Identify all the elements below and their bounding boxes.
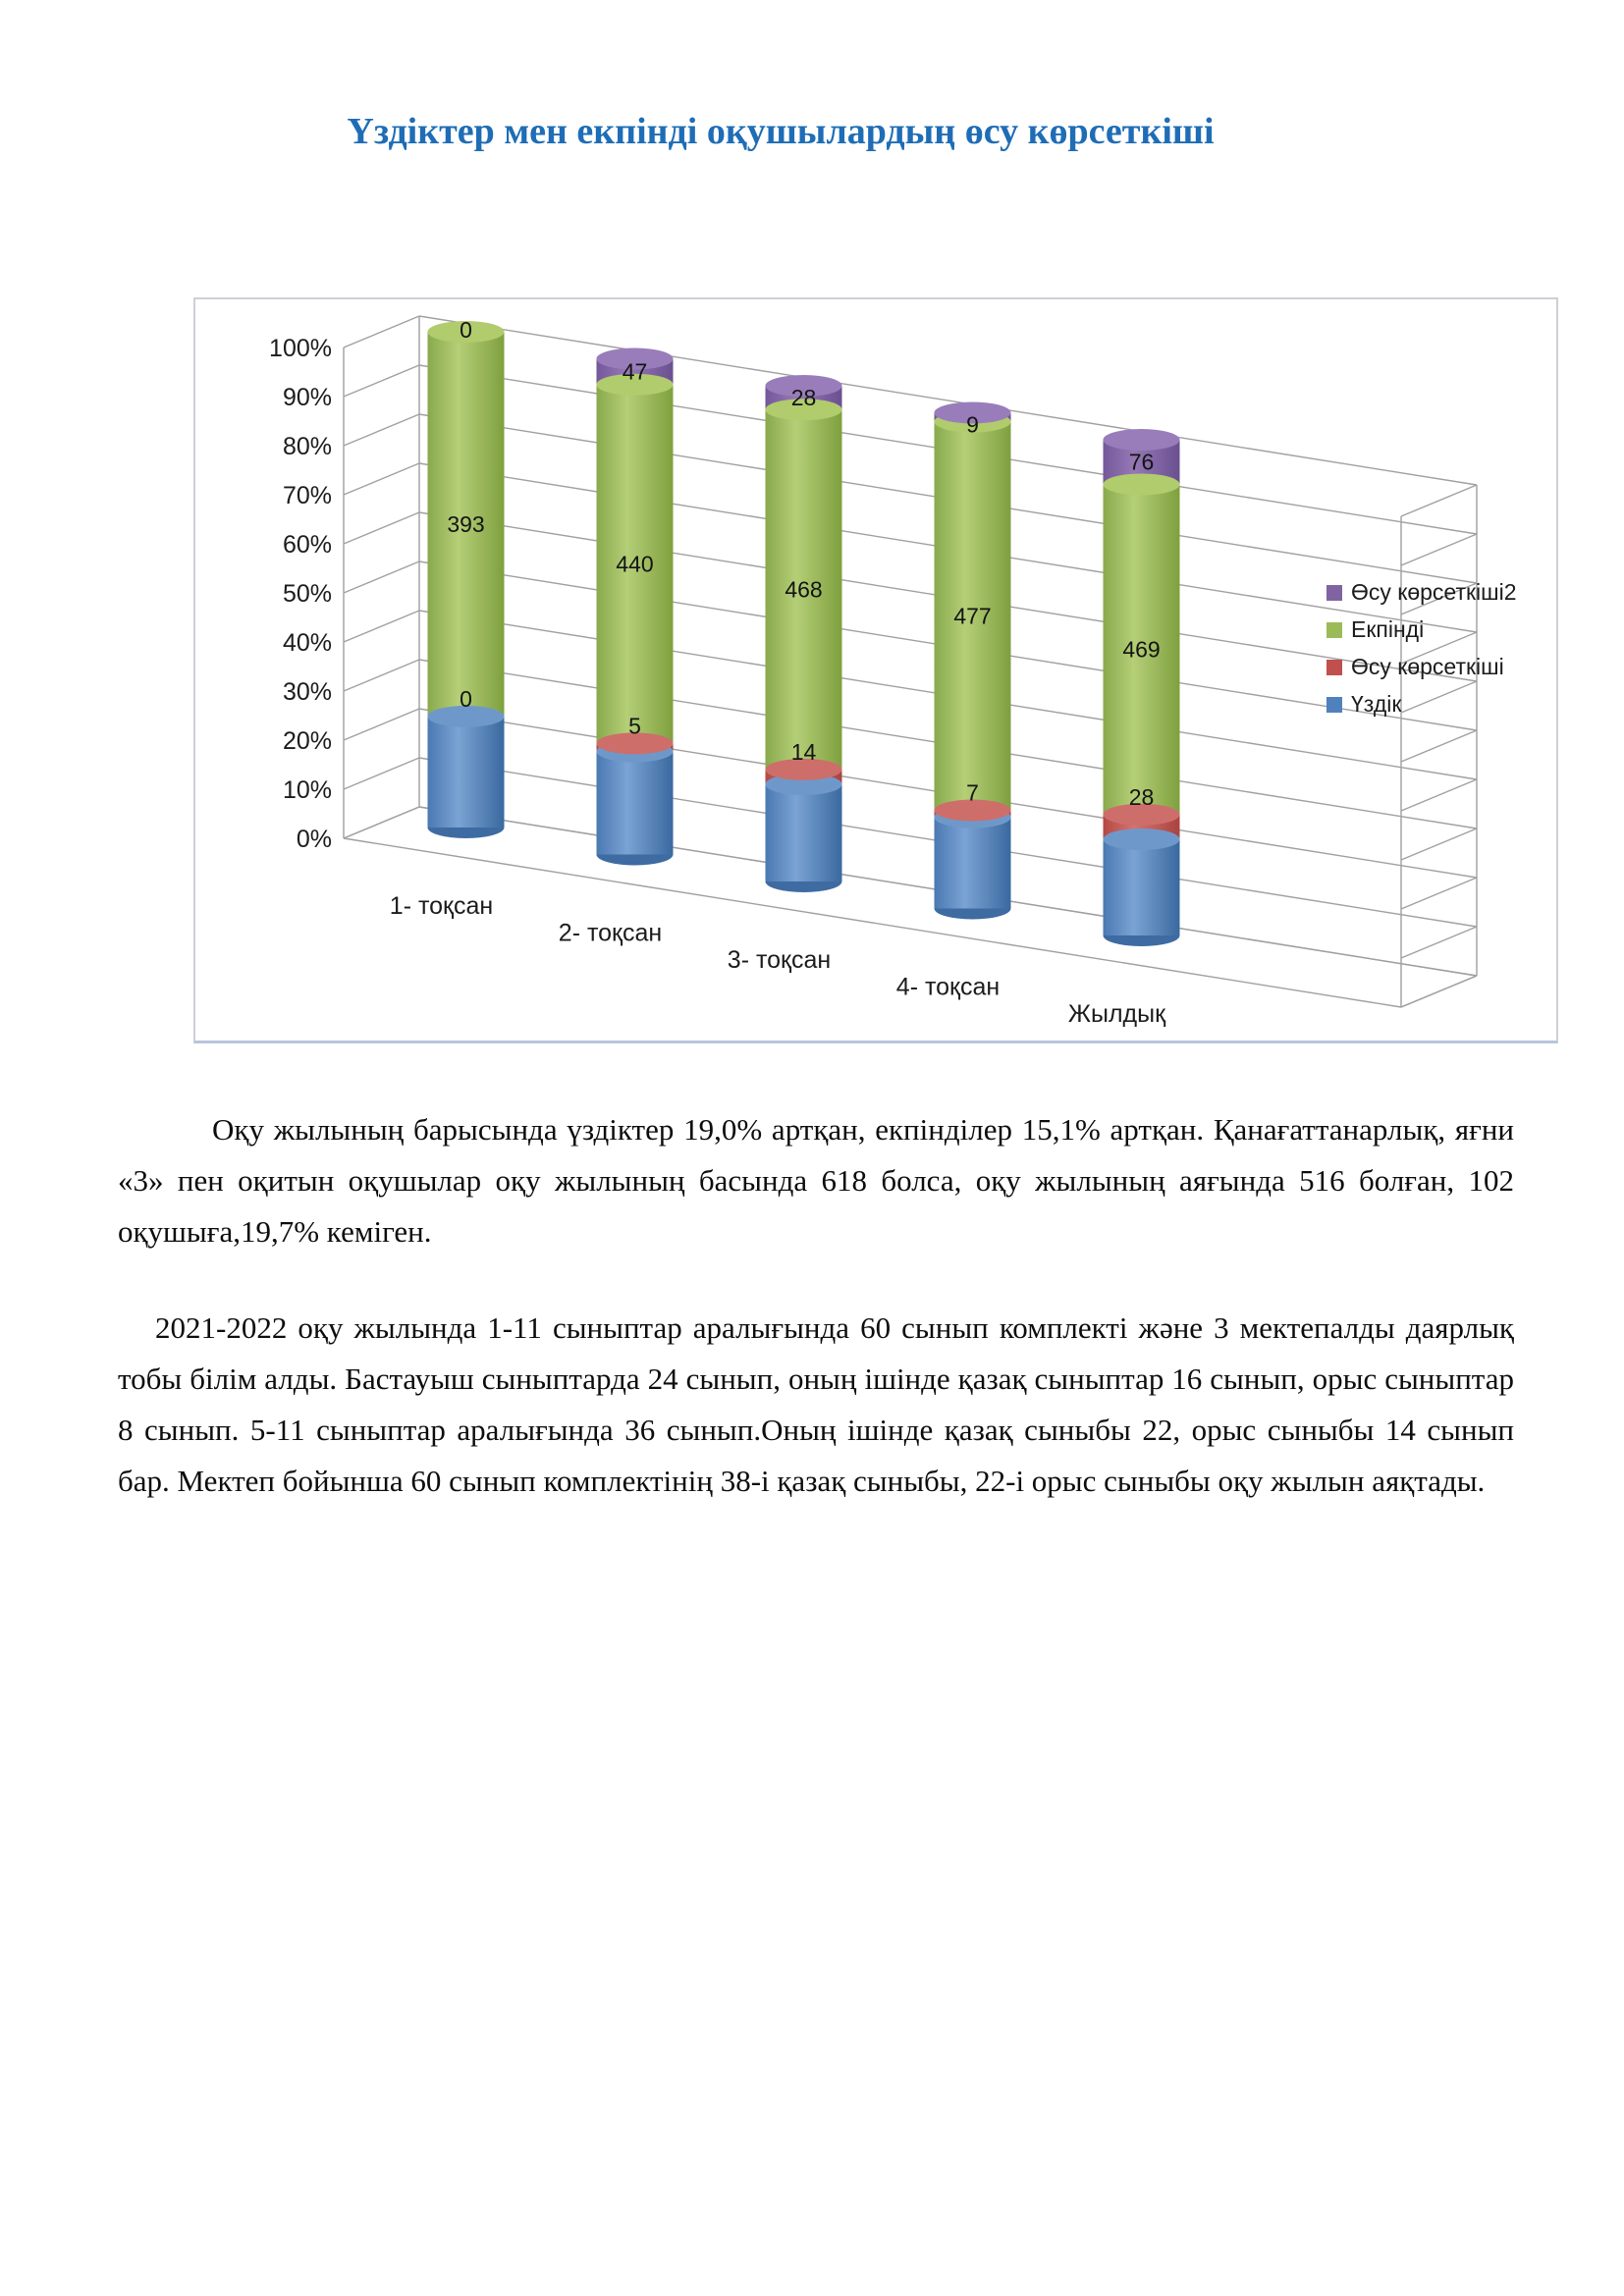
legend-item bbox=[1326, 616, 1517, 643]
category-label: 1- тоқсан bbox=[389, 892, 494, 920]
body-text bbox=[118, 1104, 1514, 1507]
gridline-rightwall bbox=[1401, 828, 1477, 860]
gridline-leftwall bbox=[344, 611, 419, 642]
paragraph-results: Оқу жылының барысында үздіктер 19,0% артқан, екпінділер 15,1% артқан. Қанағаттанарлық, яғни «3» пен оқитын оқушылар оқу жылының басында 618 болса, оқу жылының аяғында 516 болған, 102 оқушыға,19,7% кеміген. bbox=[118, 1112, 1514, 1249]
gridline-leftwall bbox=[344, 463, 419, 495]
data-label: 9 bbox=[966, 411, 979, 438]
y-tick-label: 80% bbox=[282, 433, 332, 460]
y-tick-label: 30% bbox=[282, 678, 332, 706]
chart-axis-labels bbox=[269, 335, 1166, 1028]
data-label: 468 bbox=[785, 576, 823, 603]
cylinder-seam bbox=[1104, 828, 1180, 850]
legend-swatch-icon bbox=[1326, 660, 1342, 675]
gridline-leftwall bbox=[344, 758, 419, 789]
y-tick-label: 50% bbox=[282, 580, 332, 608]
gridline-leftwall bbox=[344, 414, 419, 446]
legend-item bbox=[1326, 691, 1517, 718]
legend-item bbox=[1326, 579, 1517, 606]
legend-label: Үздік bbox=[1351, 691, 1402, 717]
data-label: 28 bbox=[1128, 783, 1155, 810]
gridline-leftwall bbox=[344, 365, 419, 397]
data-label: 28 bbox=[790, 385, 817, 411]
chart-legend bbox=[1326, 579, 1517, 718]
page-title: Үздіктер мен екпінді оқушылардың өсу көрсеткіші bbox=[347, 111, 1215, 152]
bar-segment bbox=[597, 751, 674, 854]
legend-swatch-icon bbox=[1326, 585, 1342, 601]
data-label: 0 bbox=[460, 317, 472, 343]
data-label: 469 bbox=[1122, 636, 1161, 663]
category-label: 3- тоқсан bbox=[727, 946, 832, 974]
legend-swatch-icon bbox=[1326, 697, 1342, 713]
data-label: 7 bbox=[966, 779, 979, 806]
data-label: 393 bbox=[447, 510, 485, 537]
gridline-leftwall bbox=[344, 561, 419, 593]
legend-item bbox=[1326, 654, 1517, 680]
category-label: Жылдық bbox=[1067, 1000, 1166, 1028]
y-tick-label: 40% bbox=[282, 629, 332, 657]
data-label: 5 bbox=[628, 713, 641, 739]
chart-frame-edge bbox=[1401, 976, 1477, 1007]
category-label: 2- тоқсан bbox=[558, 919, 663, 947]
y-tick-label: 20% bbox=[282, 727, 332, 755]
chart-walls-grid bbox=[344, 316, 1477, 1007]
gridline-leftwall bbox=[344, 709, 419, 740]
gridline-rightwall bbox=[1401, 485, 1477, 516]
y-tick-label: 60% bbox=[282, 531, 332, 559]
chart-bars bbox=[428, 321, 1180, 946]
gridline-leftwall bbox=[344, 512, 419, 544]
bar-segment bbox=[766, 784, 842, 881]
gridline-rightwall bbox=[1401, 534, 1477, 565]
y-tick-label: 0% bbox=[296, 826, 332, 853]
gridline-rightwall bbox=[1401, 878, 1477, 909]
paragraph-classes: 2021-2022 оқу жылында 1-11 сыныптар аралығында 60 сынып комплекті және 3 мектепалды даярлық тобы білім алды. Бастауыш сыныптарда 24 сынып, оның ішінде қазақ сыныптар 16 сынып, орыс сыныптар 8 сынып. 5-11 сыныптар аралығында 36 сынып.Оның ішінде қазақ сыныбы 22, орыс сыныбы 14 сынып бар. Мектеп бойынша 60 сынып комплектінің 38-і қазақ сыныбы, 22-і орыс сыныбы оқу жылын аяқтады. bbox=[118, 1310, 1514, 1498]
chart-container bbox=[193, 297, 1558, 1043]
bar-segment bbox=[428, 717, 505, 828]
cylinder-seam bbox=[1104, 473, 1180, 495]
gridline-leftwall bbox=[344, 316, 419, 347]
chart-frame-edge bbox=[344, 838, 1401, 1007]
y-tick-label: 10% bbox=[282, 776, 332, 804]
category-label: 4- тоқсан bbox=[895, 973, 1001, 1001]
data-label: 76 bbox=[1128, 449, 1155, 475]
bar-segment bbox=[935, 818, 1011, 909]
data-label: 440 bbox=[616, 551, 654, 577]
bar-segment bbox=[1104, 839, 1180, 935]
gridline-rightwall bbox=[1401, 730, 1477, 762]
gridline-leftwall bbox=[344, 660, 419, 691]
gridline-rightwall bbox=[1401, 779, 1477, 811]
chart-frame-edge bbox=[344, 807, 419, 838]
gridline-rightwall bbox=[1401, 927, 1477, 958]
legend-label: Өсу көрсеткіші bbox=[1351, 654, 1504, 679]
y-tick-label: 70% bbox=[282, 482, 332, 509]
y-tick-label: 100% bbox=[269, 335, 332, 362]
data-label: 477 bbox=[953, 603, 992, 629]
data-label: 47 bbox=[622, 358, 648, 385]
data-label: 0 bbox=[460, 685, 472, 712]
legend-label: Екпінді bbox=[1351, 616, 1425, 642]
y-tick-label: 90% bbox=[282, 384, 332, 411]
data-label: 14 bbox=[790, 738, 817, 765]
cylinder-seam bbox=[1104, 429, 1180, 451]
legend-swatch-icon bbox=[1326, 622, 1342, 638]
legend-label: Өсу көрсеткіші2 bbox=[1351, 579, 1517, 605]
